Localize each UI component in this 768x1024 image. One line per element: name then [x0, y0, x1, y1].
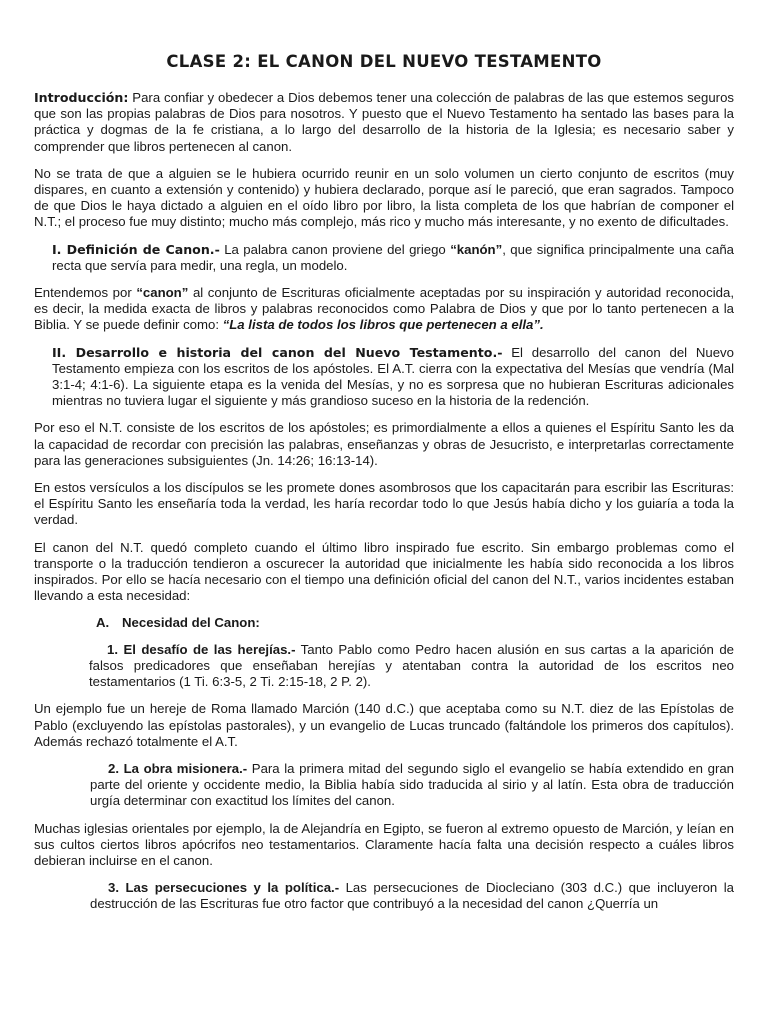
section-1-text-b: , que significa principalmente una caña recta que servía para medir, una regla, un modelo. — [52, 241, 734, 273]
section-2-text: El desarrollo del canon del Nuevo Testamento empieza con los escritos de los apóstoles. El A.T. cierra con la expectativa del Mesías que vendría (Mal 3:1-4; 4:1-6). La siguiente etapa es la venida del Mesías, y no es sorpresa que no hubieran Escrituras adicionales mientras no tuviera lugar el siguiente y más grandioso suceso en la historia de la redención. — [52, 344, 734, 409]
intro-label: Introducción: — [34, 90, 129, 105]
paragraph-3: Por eso el N.T. consiste de los escritos de los apóstoles; es primordialmente a ellos a quienes el Espíritu Santo les da la capacidad de recordar con precisión las palabras, enseñanzas y obras de Jesucristo, e interpretarlas correctamente para las generaciones subsiguientes (Jn. 14:26; 16:13-14). — [34, 420, 734, 468]
section-2-paragraph — [34, 345, 734, 410]
paragraph-2-definition: “La lista de todos los libros que pertenecen a ella”. — [222, 317, 544, 333]
section-1-paragraph — [34, 242, 734, 274]
item-3-text: Las persecuciones de Diocleciano (303 d.C.) que incluyeron la destrucción de las Escrituras fue otro factor que contribuyó a la necesidad del canon ¿Querría un — [90, 880, 734, 912]
paragraph-6: Un ejemplo fue un hereje de Roma llamado Marción (140 d.C.) que aceptaba como su N.T. diez de las Epístolas de Pablo (excluyendo las epístolas pastorales), y un evangelio de Lucas truncado (faltándole los primeros dos capítulos). Además rechazó totalmente el A.T. — [34, 701, 734, 749]
paragraph-4: En estos versículos a los discípulos se les promete dones asombrosos que los capacitarán para escribir las Escrituras: el Espíritu Santo les enseñaría toda la verdad, les haría recordar todo lo que Jesús había dicho y los guiaría a toda la verdad. — [34, 480, 734, 528]
section-1-text-a: La palabra canon proviene del griego — [219, 241, 451, 257]
subsection-a-label: A. — [96, 615, 110, 631]
item-1-text: Tanto Pablo como Pedro hacen alusión en sus cartas a la aparición de falsos predicadores que enseñaban herejías y atentaban contra la autoridad de los escritos neo testamentarios (1 Ti. 6:3-5, 2 Ti. 2:15-18, 2 P. 2). — [89, 641, 734, 690]
item-1-paragraph — [34, 642, 734, 691]
section-1-heading: I. Definición de Canon.- — [52, 241, 220, 257]
paragraph-2 — [34, 285, 734, 334]
paragraph-2-term: “canon” — [136, 285, 189, 301]
item-2-heading: 2. La obra misionera.- — [108, 760, 248, 776]
item-3-paragraph — [34, 880, 734, 912]
subsection-a-heading — [34, 615, 734, 631]
paragraph-2-text-a: Entendemos por — [34, 285, 137, 301]
paragraph-1: No se trata de que a alguien se le hubiera ocurrido reunir en un solo volumen un cierto conjunto de escritos (muy dispares, en cuanto a extensión y contenido) y hubiera declarado, porque así le pareció, que eran sagrados. Tampoco de que Dios le haya dictado a alguien en el oído libro por libro, la lista completa de los que habrían de componer el N.T.; el proceso fue muy distinto; mucho más complejo, más rico y mucho más interesante, y no exento de dificultades. — [34, 165, 734, 230]
item-1-heading: 1. El desafío de las herejías.- — [107, 641, 296, 657]
intro-paragraph — [34, 90, 734, 155]
item-2-paragraph — [34, 761, 734, 810]
section-2-heading: II. Desarrollo e historia del canon del Nuevo Testamento.- — [52, 344, 503, 360]
paragraph-2-text-b: al conjunto de Escrituras oficialmente aceptadas por su inspiración y autoridad reconocida, es decir, la medida exacta de libros y palabras reconocidos como Palabra de Dios y que por lo tanto pertenecen a la Biblia. Y se puede definir como: — [34, 285, 734, 333]
item-2-text: Para la primera mitad del segundo siglo el evangelio se había extendido en gran parte del oriente y occidente medio, la Biblia había sido traducida al sirio y al latín. Esta obra de traducción urgía determinar con exactitud los límites del canon. — [90, 760, 735, 809]
subsection-a-title: Necesidad del Canon: — [122, 615, 260, 631]
item-3-heading: 3. Las persecuciones y la política.- — [108, 880, 340, 896]
intro-text: Para confiar y obedecer a Dios debemos tener una colección de palabras de las que estemos seguros que son las propias palabras de Dios para nosotros. Y puesto que el Nuevo Testamento ha sentado las bases para la práctica y dogmas de la fe cristiana, a lo largo del desarrollo de la historia de la Iglesia; es necesario saber y comprender que libros pertenecen al canon. — [34, 90, 734, 154]
paragraph-7: Muchas iglesias orientales por ejemplo, la de Alejandría en Egipto, se fueron al extremo opuesto de Marción, y leían en sus cultos ciertos libros apócrifos neo testamentarios. Claramente hacía falta una decisión respecto a cuáles libros debieran incluirse en el canon. — [34, 820, 734, 868]
paragraph-5: El canon del N.T. quedó completo cuando el último libro inspirado fue escrito. Sin embargo problemas como el transporte o la traducción tendieron a oscurecer la autoridad que inicialmente les había sido reconocida a los libros inspirados. Por ello se hacía necesario con el tiempo una definición oficial del canon del N.T., varios incidentes estaban llevando a esta necesidad: — [34, 539, 734, 604]
page-title: CLASE 2: EL CANON DEL NUEVO TESTAMENTO — [166, 52, 602, 71]
section-1-term: “kanón” — [450, 241, 503, 257]
